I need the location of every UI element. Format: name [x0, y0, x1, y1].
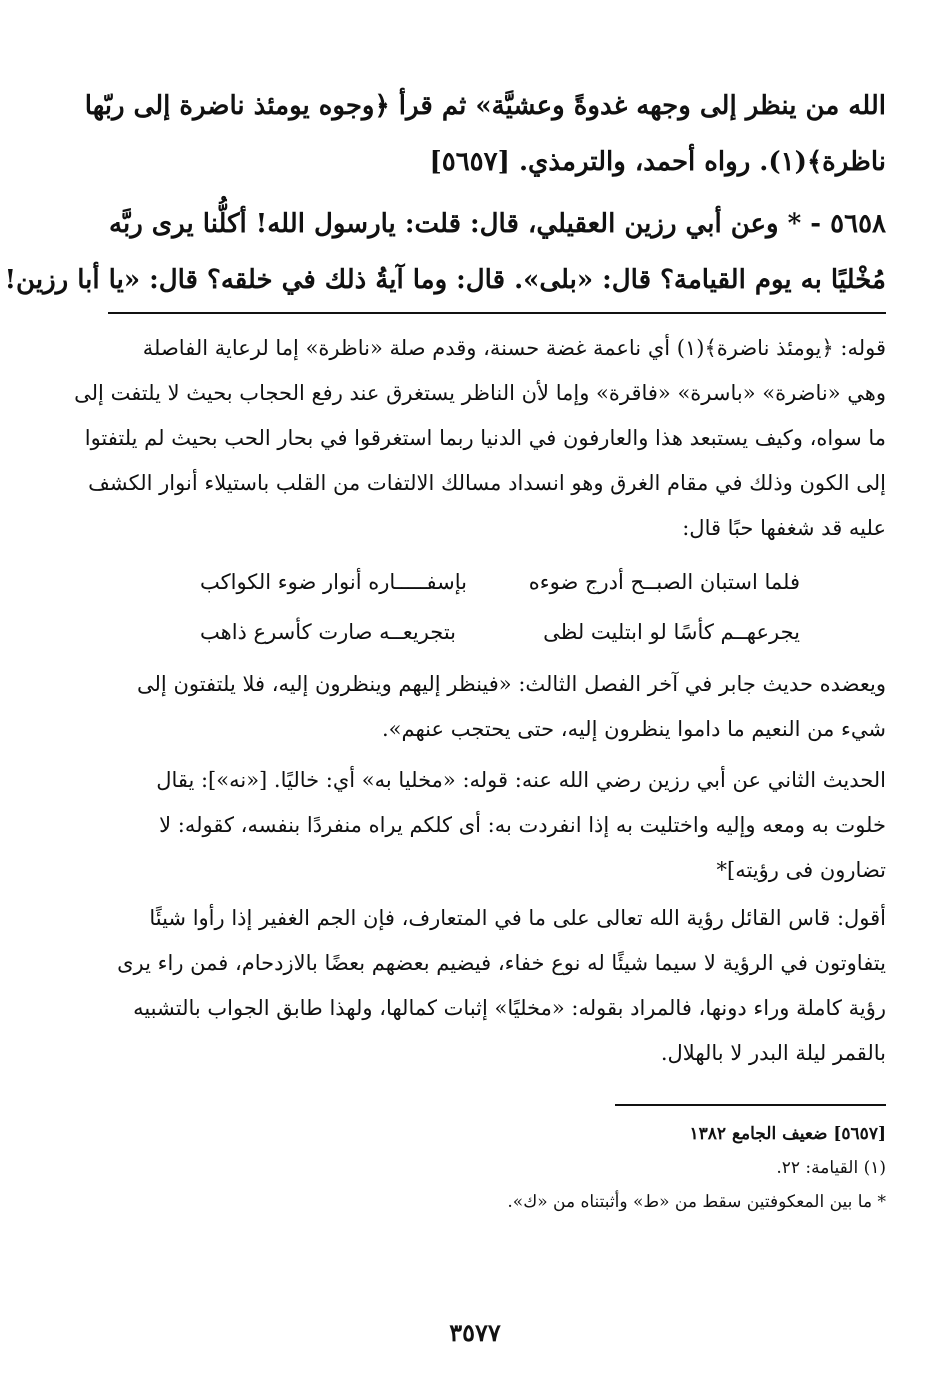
commentary-line: تضارون فى رؤيته]* [716, 858, 886, 882]
commentary-line: عليه قد شغفها حبًا قال: [682, 516, 886, 540]
commentary-line: بالقمر ليلة البدر لا بالهلال. [660, 1041, 886, 1065]
footnote-reference: [٥٦٥٧] ضعيف الجامع ١٣٨٢ [689, 1124, 886, 1144]
poem-hemistich-right: يجرعهــم كأسًا لو ابتليت لظى [543, 620, 800, 644]
page-number: ٣٥٧٧ [449, 1318, 501, 1347]
footnote-divider [615, 1104, 886, 1106]
commentary-line: الحديث الثاني عن أبي رزين رضي الله عنه: قوله: «مخليا به» أي: خاليًا. [«نه»]: يقال [156, 768, 886, 792]
commentary-line: قوله: ﴿يومئذ ناضرة﴾(١) أي ناعمة غضة حسنة، وقدم صلة «ناظرة» إما لرعاية الفاصلة [142, 336, 886, 360]
commentary-line: خلوت به ومعه وإليه واختليت به إذا انفردت به: أى كلكم يراه منفردًا بنفسه، كقوله: لا [159, 813, 886, 837]
commentary-line: رؤية كاملة وراء دونها، فالمراد بقوله: «مخليًا» إثبات كمالها، ولهذا طابق الجواب بالتشبيه [133, 996, 886, 1020]
commentary-paragraph-4 [108, 896, 886, 1076]
hadith-line: الله من ينظر إلى وجهه غدوةً وعشيَّة» ثم قرأ ﴿وجوه يومئذ ناضرة إلى ربّها [84, 91, 886, 121]
poem-hemistich-left: بتجريعــه صارت كأسرع ذاهب [200, 620, 457, 644]
commentary-line: وهي «ناضرة» «باسرة» «فاقرة» وإما لأن الناظر يستغرق عند رفع الحجاب بحيث لا يلتفت إلى [74, 381, 886, 405]
commentary-line: إلى الكون وذلك في مقام الغرق وهو انسداد مسالك الالتفات من القلب باستيلاء أنوار الكشف [88, 471, 886, 495]
footnote-1: (١) القيامة: ٢٢. [776, 1158, 886, 1178]
hadith-line: ناظرة﴾(١). رواه أحمد، والترمذي. [٥٦٥٧] [429, 147, 886, 177]
commentary-paragraph-2 [108, 662, 886, 752]
hadith-line: ٥٦٥٨ - * وعن أبي رزين العقيلي، قال: قلت: يارسول الله! أكلُّنا يرى ربَّه [109, 209, 886, 239]
commentary-paragraph-1 [74, 326, 886, 551]
poem-verse [200, 560, 800, 604]
commentary-line: يتفاوتون في الرؤية لا سيما شيئًا له نوع خفاء، فيضيم بعضهم بعضًا بالازدحام، فمن راء يرى [117, 951, 886, 975]
commentary-paragraph-3 [108, 758, 886, 893]
commentary-line: شيء من النعيم ما داموا ينظرون إليه، حتى يحتجب عنهم». [381, 717, 886, 741]
poem-hemistich-left: بإسفـــــاره أنوار ضوء الكواكب [200, 570, 467, 594]
poem [200, 560, 800, 654]
hadith-text [4, 78, 886, 308]
commentary-line: ما سواه، وكيف يستبعد هذا والعارفون في الدنيا ربما استغرقوا في بحار الحب بحيث لم يلتفتوا [84, 426, 886, 450]
section-divider [108, 312, 886, 314]
footnote-star: * ما بين المعكوفتين سقط من «ط» وأثبتناه من «ك». [507, 1192, 886, 1212]
hadith-line: مُخْليًا به يوم القيامة؟ قال: «بلى». قال: وما آيةُ ذلك في خلقه؟ قال: «يا أبا رزين! [4, 265, 886, 295]
commentary-line: ويعضده حديث جابر في آخر الفصل الثالث: «فينظر إليهم وينظرون إليه، فلا يلتفتون إلى [137, 672, 886, 696]
poem-verse [200, 610, 800, 654]
poem-hemistich-right: فلما استبان الصبــح أدرج ضوءه [528, 570, 800, 594]
commentary-line: أقول: قاس القائل رؤية الله تعالى على ما في المتعارف، فإن الجم الغفير إذا رأوا شيئًا [149, 906, 886, 930]
footnotes [300, 1117, 886, 1219]
